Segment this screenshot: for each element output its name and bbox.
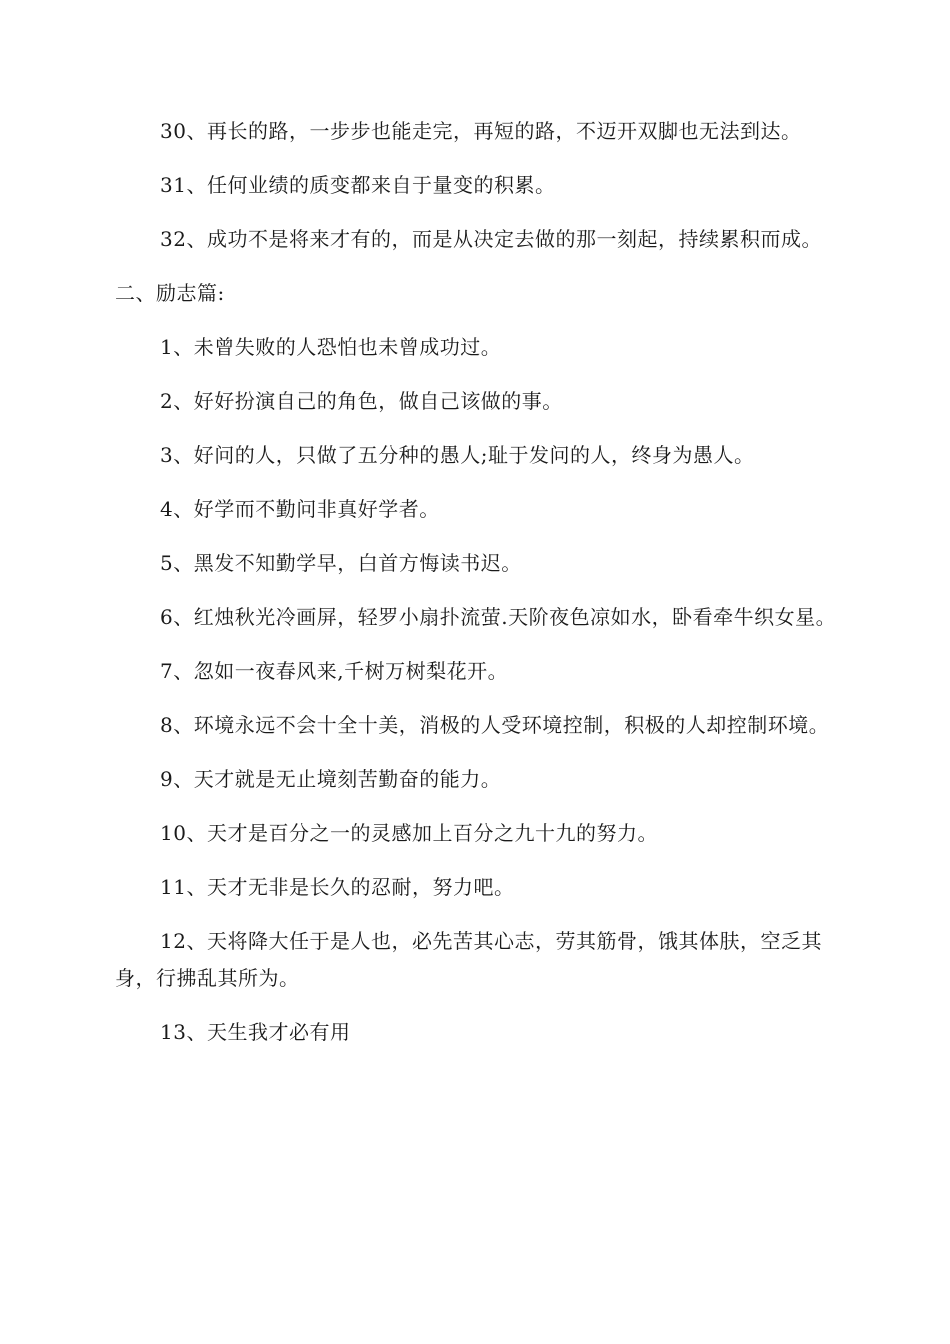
paragraph-10: 10、天才是百分之一的灵感加上百分之九十九的努力。 — [160, 821, 658, 845]
paragraph-30: 30、再长的路，一步步也能走完，再短的路，不迈开双脚也无法到达。 — [160, 119, 802, 143]
paragraph-8: 8、环境永远不会十全十美，消极的人受环境控制，积极的人却控制环境。 — [160, 713, 830, 737]
paragraph-3: 3、好问的人，只做了五分种的愚人;耻于发问的人，终身为愚人。 — [160, 443, 755, 467]
paragraph-13: 13、天生我才必有用 — [160, 1020, 351, 1044]
paragraph-2: 2、好好扮演自己的角色，做自己该做的事。 — [160, 389, 563, 413]
paragraph-11: 11、天才无非是长久的忍耐，努力吧。 — [160, 875, 515, 899]
section-heading: 二、励志篇: — [115, 281, 225, 305]
document-body — [115, 113, 837, 1068]
paragraph-5: 5、黑发不知勤学早，白首方悔读书迟。 — [160, 551, 522, 575]
paragraph-32: 32、成功不是将来才有的，而是从决定去做的那一刻起，持续累积而成。 — [160, 227, 822, 251]
paragraph-31: 31、任何业绩的质变都来自于量变的积累。 — [160, 173, 556, 197]
paragraph-6: 6、红烛秋光冷画屏，轻罗小扇扑流萤.天阶夜色凉如水，卧看牵牛织女星。 — [160, 605, 837, 629]
paragraph-9: 9、天才就是无止境刻苦勤奋的能力。 — [160, 767, 502, 791]
paragraph-12: 12、天将降大任于是人也，必先苦其心志，劳其筋骨，饿其体肤，空乏其身，行拂乱其所为。 — [115, 929, 822, 990]
paragraph-4: 4、好学而不勤问非真好学者。 — [160, 497, 440, 521]
paragraph-7: 7、忽如一夜春风来,千树万树梨花开。 — [160, 659, 509, 683]
paragraph-1: 1、未曾失败的人恐怕也未曾成功过。 — [160, 335, 502, 359]
